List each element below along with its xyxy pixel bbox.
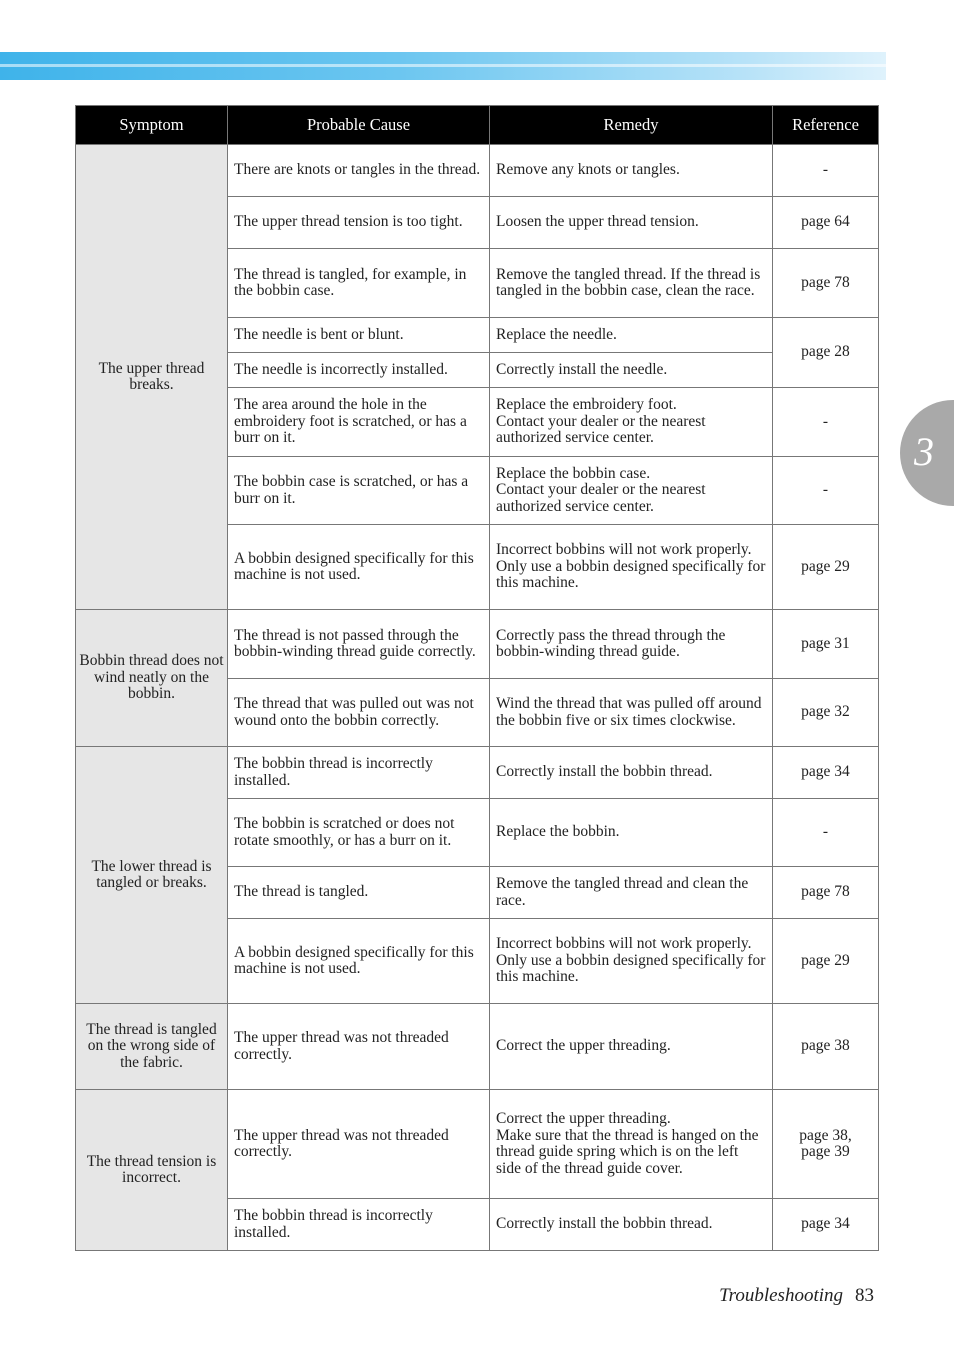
reference-cell: page 38, page 39: [773, 1090, 879, 1199]
header-remedy: Remedy: [490, 106, 773, 145]
table-row: [76, 1004, 879, 1090]
remedy-cell: Correct the upper threading.: [490, 1004, 773, 1090]
symptom-cell: The upper thread breaks.: [76, 145, 228, 610]
header-probable-cause: Probable Cause: [228, 106, 490, 145]
remedy-cell: Remove any knots or tangles.: [490, 145, 773, 197]
symptom-cell: The lower thread is tangled or breaks.: [76, 747, 228, 1004]
symptom-cell: Bobbin thread does not wind neatly on the bobbin.: [76, 610, 228, 747]
chapter-tab: [900, 400, 954, 506]
remedy-cell: Incorrect bobbins will not work properly. Only use a bobbin designed specifically for this machine.: [490, 919, 773, 1004]
cause-cell: The needle is incorrectly installed.: [228, 353, 490, 388]
reference-cell: page 28: [773, 318, 879, 388]
table-row: [76, 145, 879, 197]
cause-cell: The bobbin case is scratched, or has a burr on it.: [228, 457, 490, 525]
cause-cell: The thread is not passed through the bobbin-winding thread guide correctly.: [228, 610, 490, 679]
reference-cell: page 78: [773, 249, 879, 318]
remedy-cell: Remove the tangled thread and clean the race.: [490, 867, 773, 919]
reference-cell: page 64: [773, 197, 879, 249]
remedy-cell: Correctly install the needle.: [490, 353, 773, 388]
remedy-cell: Replace the bobbin case. Contact your dealer or the nearest authorized service center.: [490, 457, 773, 525]
remedy-cell: Incorrect bobbins will not work properly. Only use a bobbin designed specifically for this machine.: [490, 525, 773, 610]
cause-cell: The area around the hole in the embroidery foot is scratched, or has a burr on it.: [228, 388, 490, 457]
cause-cell: A bobbin designed specifically for this machine is not used.: [228, 525, 490, 610]
reference-cell: page 38: [773, 1004, 879, 1090]
table-row: [76, 610, 879, 679]
cause-cell: The thread is tangled, for example, in the bobbin case.: [228, 249, 490, 318]
symptom-cell: The thread tension is incorrect.: [76, 1090, 228, 1251]
cause-cell: The bobbin is scratched or does not rotate smoothly, or has a burr on it.: [228, 799, 490, 867]
reference-cell: -: [773, 799, 879, 867]
remedy-cell: Remove the tangled thread. If the thread is tangled in the bobbin case, clean the race.: [490, 249, 773, 318]
remedy-cell: Replace the bobbin.: [490, 799, 773, 867]
cause-cell: A bobbin designed specifically for this machine is not used.: [228, 919, 490, 1004]
reference-cell: page 34: [773, 1199, 879, 1251]
reference-cell: page 34: [773, 747, 879, 799]
remedy-cell: Replace the needle.: [490, 318, 773, 353]
troubleshooting-table: [75, 105, 879, 1251]
cause-cell: The needle is bent or blunt.: [228, 318, 490, 353]
reference-cell: page 32: [773, 679, 879, 747]
reference-cell: -: [773, 457, 879, 525]
cause-cell: The thread that was pulled out was not wound onto the bobbin correctly.: [228, 679, 490, 747]
remedy-cell: Wind the thread that was pulled off around the bobbin five or six times clockwise.: [490, 679, 773, 747]
symptom-cell: The thread is tangled on the wrong side of the fabric.: [76, 1004, 228, 1090]
reference-cell: page 78: [773, 867, 879, 919]
remedy-cell: Replace the embroidery foot. Contact your dealer or the nearest authorized service center.: [490, 388, 773, 457]
remedy-cell: Correctly pass the thread through the bobbin-winding thread guide.: [490, 610, 773, 679]
cause-cell: The upper thread was not threaded correctly.: [228, 1004, 490, 1090]
reference-cell: -: [773, 388, 879, 457]
remedy-cell: Correct the upper threading. Make sure that the thread is hanged on the thread guide spring which is on the left side of the thread guide cover.: [490, 1090, 773, 1199]
reference-cell: page 31: [773, 610, 879, 679]
reference-cell: -: [773, 145, 879, 197]
remedy-cell: Loosen the upper thread tension.: [490, 197, 773, 249]
header-symptom: Symptom: [76, 106, 228, 145]
header-color-bar: [0, 52, 886, 80]
cause-cell: The upper thread was not threaded correctly.: [228, 1090, 490, 1199]
chapter-number: 3: [914, 429, 934, 474]
cause-cell: The bobbin thread is incorrectly installed.: [228, 1199, 490, 1251]
cause-cell: The thread is tangled.: [228, 867, 490, 919]
reference-cell: page 29: [773, 525, 879, 610]
reference-cell: page 29: [773, 919, 879, 1004]
remedy-cell: Correctly install the bobbin thread.: [490, 747, 773, 799]
page-footer: [719, 1285, 874, 1307]
header-reference: Reference: [773, 106, 879, 145]
cause-cell: The bobbin thread is incorrectly installed.: [228, 747, 490, 799]
table-header-row: [76, 106, 879, 145]
table-row: [76, 1090, 879, 1199]
cause-cell: There are knots or tangles in the thread.: [228, 145, 490, 197]
footer-page-number: 83: [855, 1285, 874, 1306]
cause-cell: The upper thread tension is too tight.: [228, 197, 490, 249]
table-row: [76, 747, 879, 799]
footer-section-title: Troubleshooting: [719, 1285, 843, 1306]
remedy-cell: Correctly install the bobbin thread.: [490, 1199, 773, 1251]
